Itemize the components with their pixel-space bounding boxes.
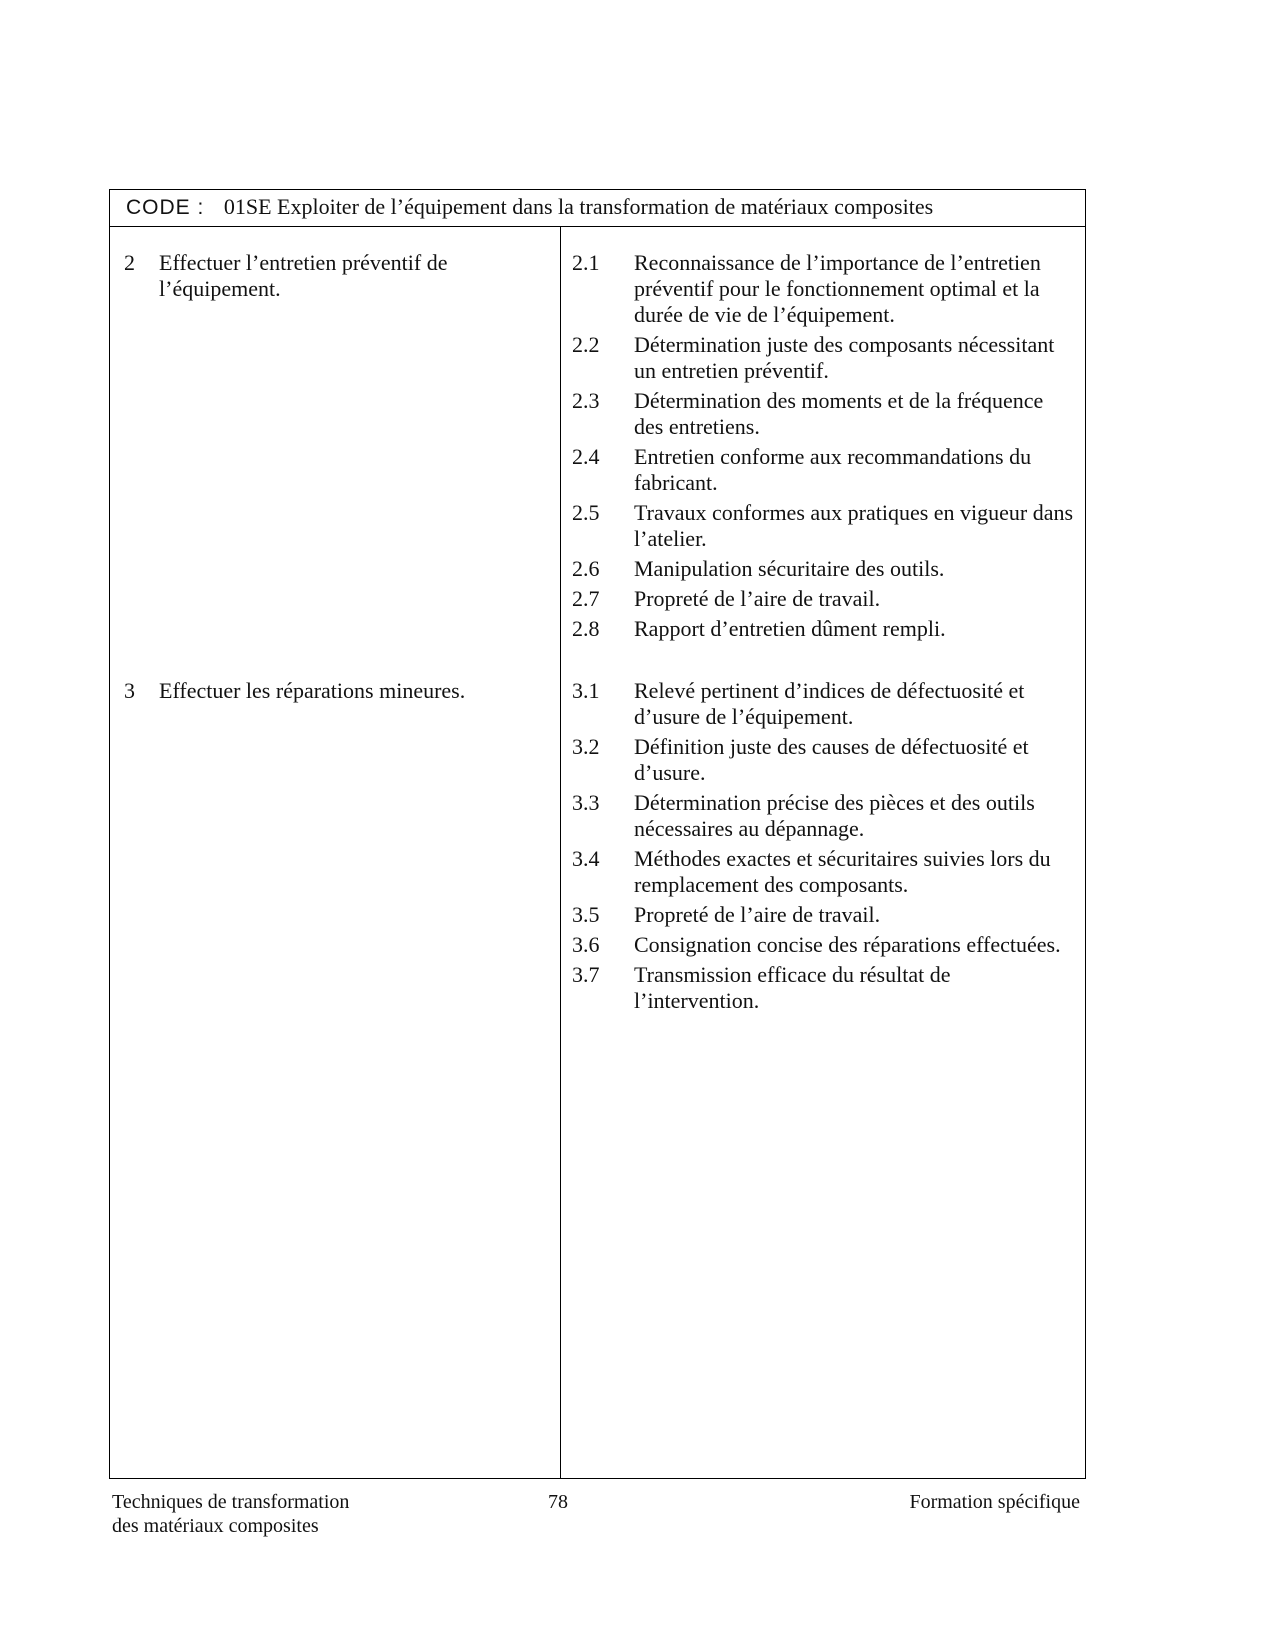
criterion-3-2 [572, 734, 1077, 786]
footer-program-line2: des matériaux composites [112, 1515, 319, 1537]
criterion-3-4 [572, 846, 1077, 898]
element-number: 3 [124, 678, 135, 703]
criterion-text: Propreté de l’aire de travail. [634, 586, 881, 611]
criterion-number: 2.5 [572, 500, 600, 525]
criterion-number: 2.6 [572, 556, 600, 581]
criterion-number: 3.4 [572, 846, 600, 871]
element-label: Effectuer les réparations mineures. [159, 678, 466, 703]
criterion-3-5 [572, 902, 1077, 928]
criterion-2-5 [572, 500, 1077, 552]
criterion-number: 3.3 [572, 790, 600, 815]
element-2 [124, 250, 544, 302]
footer-program-line1: Techniques de transformation [112, 1491, 350, 1513]
criterion-2-3 [572, 388, 1077, 440]
criterion-text: Travaux conformes aux pratiques en vigueur dans l’atelier. [634, 500, 1074, 551]
criterion-text: Rapport d’entretien dûment rempli. [634, 616, 946, 641]
criterion-2-2 [572, 332, 1077, 384]
criterion-2-7 [572, 586, 1077, 612]
criterion-text: Détermination précise des pièces et des outils nécessaires au dépannage. [634, 790, 1035, 841]
criterion-text: Manipulation sécuritaire des outils. [634, 556, 945, 581]
criterion-number: 3.6 [572, 932, 600, 957]
criterion-number: 2.2 [572, 332, 600, 357]
competency-table [109, 189, 1086, 1479]
criterion-text: Détermination des moments et de la fréquence des entretiens. [634, 388, 1044, 439]
footer-section: Formation spécifique [909, 1491, 1080, 1513]
criterion-text: Relevé pertinent d’indices de défectuosité et d’usure de l’équipement. [634, 678, 1025, 729]
column-divider [560, 227, 561, 1478]
criterion-3-1 [572, 678, 1077, 730]
criterion-number: 2.7 [572, 586, 600, 611]
criterion-number: 2.1 [572, 250, 600, 275]
criterion-text: Propreté de l’aire de travail. [634, 902, 881, 927]
page-number: 78 [548, 1491, 568, 1513]
criterion-number: 3.5 [572, 902, 600, 927]
element-3 [124, 678, 544, 704]
criterion-text: Définition juste des causes de défectuosité et d’usure. [634, 734, 1029, 785]
criterion-text: Reconnaissance de l’importance de l’entretien préventif pour le fonctionnement optimal et la durée de vie de l’équipement. [634, 250, 1041, 327]
criteria-list-3 [572, 678, 1077, 1018]
criterion-3-6 [572, 932, 1077, 958]
criterion-3-7 [572, 962, 1077, 1014]
criterion-2-1 [572, 250, 1077, 328]
criterion-number: 3.1 [572, 678, 600, 703]
code-value: 01SE [223, 194, 272, 219]
criterion-3-3 [572, 790, 1077, 842]
table-header [110, 190, 1085, 227]
element-number: 2 [124, 250, 135, 275]
criterion-text: Méthodes exactes et sécuritaires suivies lors du remplacement des composants. [634, 846, 1051, 897]
criterion-text: Détermination juste des composants nécessitant un entretien préventif. [634, 332, 1055, 383]
criterion-number: 2.8 [572, 616, 600, 641]
criterion-number: 3.2 [572, 734, 600, 759]
element-label: Effectuer l’entretien préventif de l’équipement. [159, 250, 448, 301]
criterion-text: Transmission efficace du résultat de l’intervention. [634, 962, 951, 1013]
code-label: CODE : [126, 196, 205, 219]
criterion-2-4 [572, 444, 1077, 496]
criterion-text: Consignation concise des réparations effectuées. [634, 932, 1061, 957]
criterion-text: Entretien conforme aux recommandations du fabricant. [634, 444, 1032, 495]
criteria-list-2 [572, 250, 1077, 646]
criterion-2-8 [572, 616, 1077, 642]
criterion-2-6 [572, 556, 1077, 582]
criterion-number: 2.3 [572, 388, 600, 413]
footer-program [112, 1490, 349, 1538]
competency-title: Exploiter de l’équipement dans la transformation de matériaux composites [277, 194, 934, 219]
criterion-number: 3.7 [572, 962, 600, 987]
criterion-number: 2.4 [572, 444, 600, 469]
